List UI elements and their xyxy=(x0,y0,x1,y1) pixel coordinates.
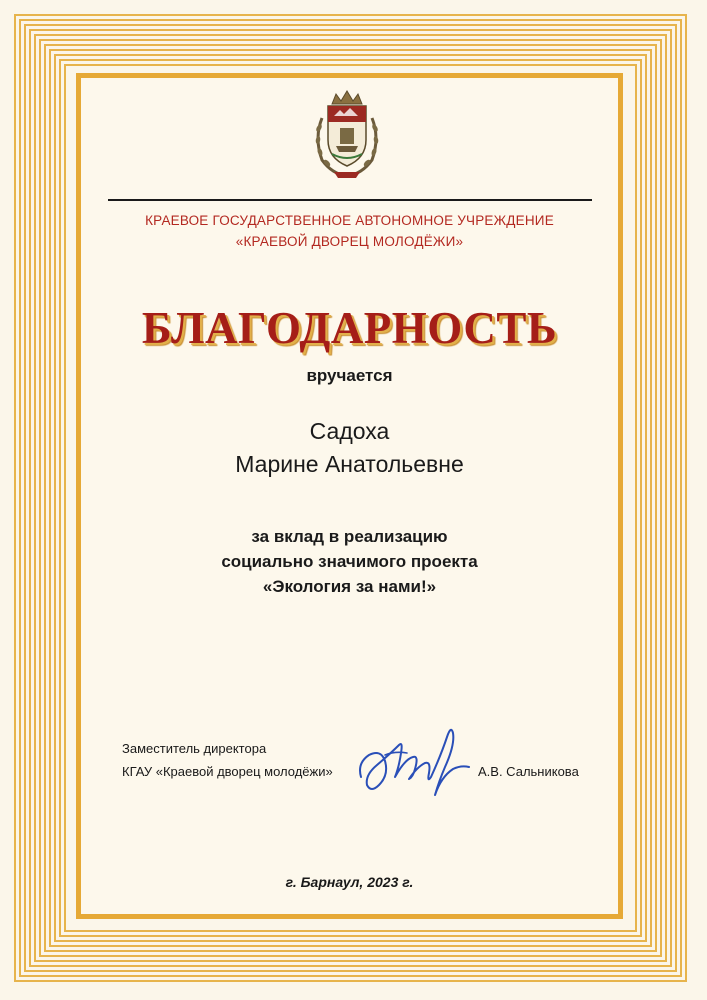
header-divider xyxy=(108,199,592,201)
recipient-given-names: Марине Анатольевне xyxy=(235,451,464,477)
certificate-title: БЛАГОДАРНОСТЬ xyxy=(141,303,558,353)
organization-name-line2: «КРАЕВОЙ ДВОРЕЦ МОЛОДЁЖИ» xyxy=(235,234,464,249)
recipient-surname: Садоха xyxy=(309,418,390,444)
reason-line2: социально значимого проекта xyxy=(221,552,478,571)
signatory-position-line1: Заместитель директора xyxy=(122,741,267,756)
certificate-body xyxy=(81,78,618,914)
handwritten-signature-icon xyxy=(355,715,475,805)
presented-label: вручается xyxy=(306,366,393,385)
signatory-name: А.В. Сальникова xyxy=(478,764,579,779)
place-and-date: г. Барнаул, 2023 г. xyxy=(285,874,414,890)
signatory-position-line2: КГАУ «Краевой дворец молодёжи» xyxy=(122,764,333,779)
reason-project-name: «Экология за нами!» xyxy=(262,577,437,596)
coat-of-arms-icon xyxy=(308,88,386,180)
reason-line1: за вклад в реализацию xyxy=(251,527,448,546)
organization-name-line1: КРАЕВОЕ ГОСУДАРСТВЕННОЕ АВТОНОМНОЕ УЧРЕЖДЕНИЕ xyxy=(145,213,554,228)
